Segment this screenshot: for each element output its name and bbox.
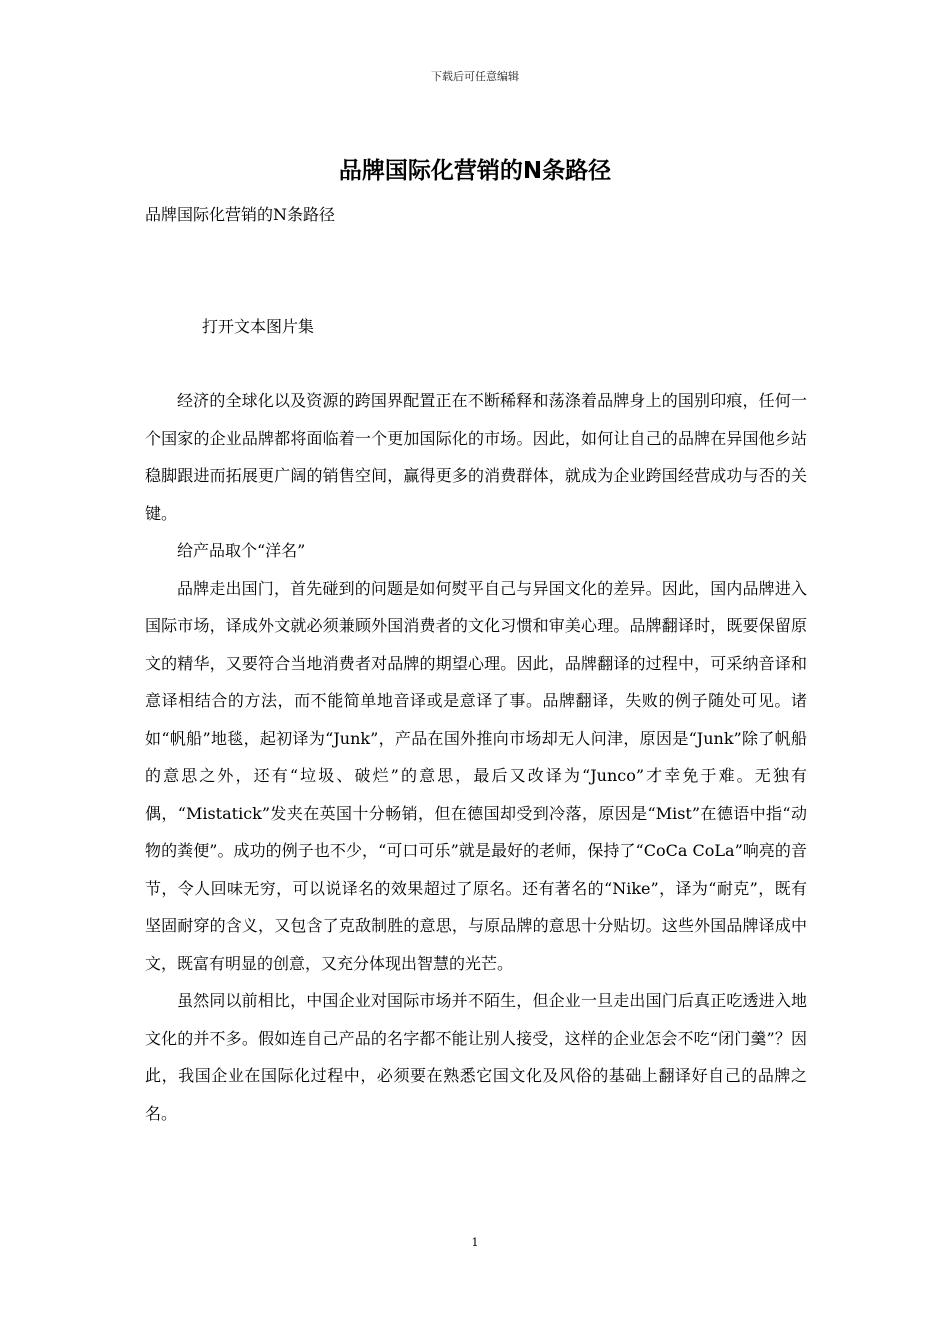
paragraph: 经济的全球化以及资源的跨国界配置正在不断稀释和荡涤着品牌身上的国别印痕，任何一个国家的企业品牌都将面临着一个更加国际化的市场。因此，如何让自己的品牌在异国他乡站稳脚跟进而拓展更广阔的销售空间，赢得更多的消费群体，就成为企业跨国经营成功与否的关键。 bbox=[145, 391, 807, 523]
document-title: 品牌国际化营销的N条路径 bbox=[338, 158, 612, 184]
page-number: 1 bbox=[471, 1236, 479, 1249]
paragraph: 品牌走出国门，首先碰到的问题是如何熨平自己与异国文化的差异。因此，国内品牌进入国际市场，译成外文就必须兼顾外国消费者的文化习惯和审美心理。品牌翻译时，既要保留原文的精华，又要符合当地消费者对品牌的期望心理。因此，品牌翻译的过程中，可采纳音译和意译相结合的方法，而不能简单地音译或是意译了事。品牌翻译，失败的例子随处可见。诸如“帆船”地毯，起初译为“Junk”，产品在国外推向市场却无人问津，原因是“Junk”除了帆船的意思之外，还有“垃圾、破烂”的意思，最后又改译为“Junco”才幸免于难。无独有偶，“Mistatick”发夹在英国十分畅销，但在德国却受到冷落，原因是“Mist”在德语中指“动物的粪便”。成功的例子也不少，“可口可乐”就是最好的老师，保持了“CoCa CoLa”响亮的音节，令人回味无穷，可以说译名的效果超过了原名。还有著名的“Nike”，译为“耐克”，既有坚固耐穿的含义，又包含了克敌制胜的意思，与原品牌的意思十分贴切。这些外国品牌译成中文，既富有明显的创意，又充分体现出智慧的光芒。 bbox=[145, 578, 807, 973]
header-note: 下载后可任意编辑 bbox=[431, 70, 519, 83]
document-subtitle: 品牌国际化营销的N条路径 bbox=[145, 205, 336, 224]
document-body bbox=[145, 382, 807, 1132]
paragraph: 虽然同以前相比，中国企业对国际市场并不陌生，但企业一旦走出国门后真正吃透进入地文化的并不多。假如连自己产品的名字都不能让别人接受，这样的企业怎会不吃“闭门羹”？因此，我国企业在国际化过程中，必须要在熟悉它国文化及风俗的基础上翻译好自己的品牌之名。 bbox=[145, 991, 807, 1123]
section-heading: 给产品取个“洋名” bbox=[177, 541, 306, 560]
open-image-gallery-link[interactable]: 打开文本图片集 bbox=[202, 317, 315, 336]
